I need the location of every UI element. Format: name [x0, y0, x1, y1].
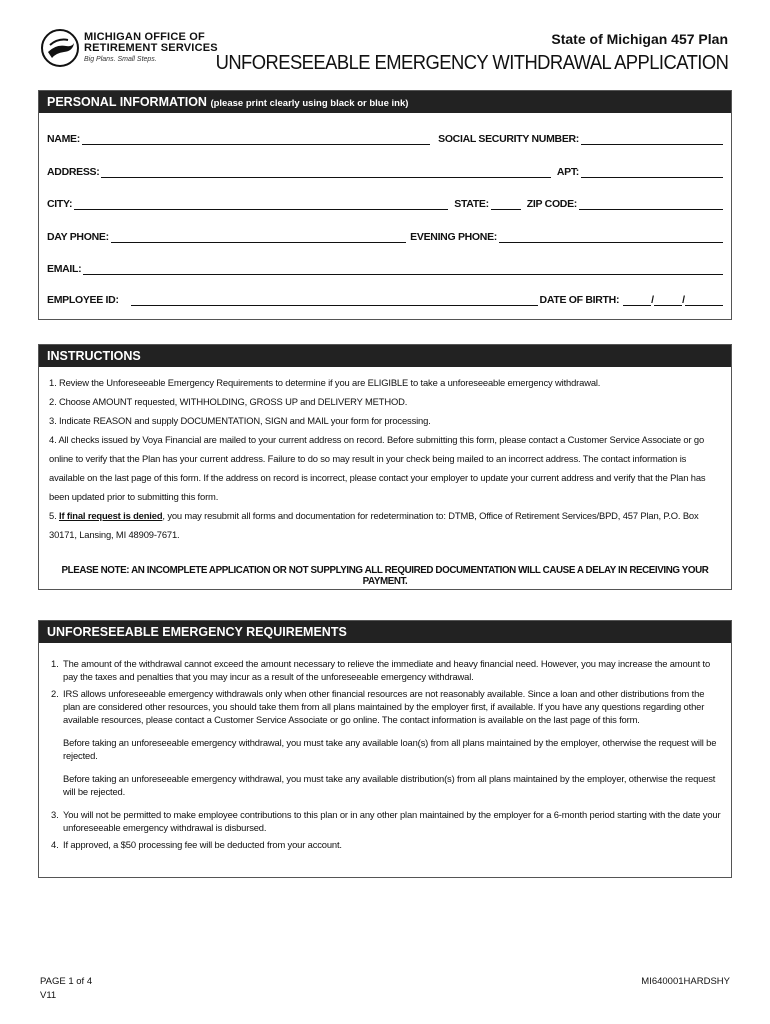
instruction-item: 2. Choose AMOUNT requested, WITHHOLDING, GROSS UP and DELIVERY METHOD.	[49, 396, 408, 407]
address-label: ADDRESS:	[47, 166, 100, 178]
org-name-line1: MICHIGAN OFFICE OF	[84, 31, 205, 43]
requirements-list	[51, 657, 721, 855]
dob-separator: /	[682, 294, 685, 306]
personal-information-section	[38, 90, 732, 320]
instruction-item	[49, 506, 723, 544]
dob-separator: /	[651, 294, 655, 306]
ssn-field[interactable]	[581, 134, 723, 145]
apt-label: APT:	[556, 166, 579, 178]
name-label: NAME:	[47, 133, 80, 145]
item-number: 1.	[51, 658, 59, 669]
document-title: UNFORESEEABLE EMERGENCY WITHDRAWAL APPLICATION	[215, 52, 728, 74]
state-label: STATE:	[454, 198, 489, 210]
requirements-section	[38, 620, 732, 878]
zip-code-field[interactable]	[579, 199, 723, 210]
address-field[interactable]	[101, 167, 550, 178]
name-field[interactable]	[82, 134, 430, 145]
zip-code-label: ZIP CODE:	[526, 198, 577, 210]
requirement-item	[51, 838, 721, 851]
org-tagline: Big Plans. Small Steps.	[84, 56, 157, 63]
incomplete-application-note: PLEASE NOTE: AN INCOMPLETE APPLICATION OR NOT SUPPLYING ALL REQUIRED DOCUMENTATION WILL CAUSE A DELAY IN RECEIVING YOUR PAYMENT.	[61, 565, 709, 587]
page-number: PAGE 1 of 4	[40, 976, 93, 987]
dob-year-field[interactable]	[685, 295, 723, 306]
section-title: PERSONAL INFORMATION	[47, 95, 207, 109]
item-number: 2.	[51, 688, 59, 699]
employee-id-field[interactable]	[131, 295, 538, 306]
mors-logo	[40, 28, 240, 70]
employee-id-label: EMPLOYEE ID:	[47, 294, 119, 306]
item-text: IRS allows unforeseeable emergency withdrawals only when other financial resources are not reasonably available. Since a loan and other distributions from the plan are considered other resources, you should take them from all plans maintained by the employer first, if available. If you have any questions regarding other available resources, please contact a Customer Service Associate or go online. The contact information is available on the last page of this form.	[63, 688, 705, 725]
loan-requirement-note: Before taking an unforeseeable emergency withdrawal, you must take any available loan(s) from all plans maintained by the employer, otherwise the request will be rejected.	[63, 737, 717, 761]
requirement-item	[51, 657, 721, 683]
plan-name: State of Michigan 457 Plan	[551, 31, 728, 47]
instruction-item: 1. Review the Unforeseeable Emergency Requirements to determine if you are ELIGIBLE to take a unforeseeable emergency withdrawal.	[49, 377, 601, 388]
section-header	[39, 621, 731, 643]
item-text: If approved, a $50 processing fee will be deducted from your account.	[63, 839, 342, 850]
item-text: , you may resubmit all forms and documentation for redetermination to: DTMB, Office of Retirement Services/BPD, 457 Plan, P.O. Box 30171, Lansing, MI 48909-7671.	[49, 510, 699, 540]
instructions-section	[38, 344, 732, 590]
instruction-item: 3. Indicate REASON and supply DOCUMENTATION, SIGN and MAIL your form for processing.	[49, 415, 431, 426]
page-footer-left	[40, 975, 92, 1003]
item-number: 3.	[51, 809, 59, 820]
item-text: You will not be permitted to make employee contributions to this plan or in any other plan maintained by the employer for a 6-month period starting with the date your unforeseeable emergency withdrawal is disbursed.	[63, 809, 721, 833]
instructions-list	[49, 373, 723, 544]
form-version: V11	[40, 990, 57, 1001]
day-phone-field[interactable]	[111, 232, 406, 243]
instruction-item: 4. All checks issued by Voya Financial are mailed to your current address on record. Before submitting this form, please contact a Customer Service Associate or go online to verify that the Plan has your current address. Failure to do so may result in your check being mailed to an incorrect address. The contact information is available on the last page of this form. If the address on record is incorrect, please contact your employer to update your current address and verify that the Plan has been updated prior to submitting this form.	[49, 434, 706, 502]
item-number: 4.	[51, 839, 59, 850]
final-request-denied-text: If final request is denied	[58, 510, 163, 521]
org-name-line2: RETIREMENT SERVICES	[84, 42, 218, 54]
dob-day-field[interactable]	[654, 295, 682, 306]
section-note: (please print clearly using black or blue ink)	[210, 98, 409, 109]
requirement-item	[51, 687, 721, 726]
city-field[interactable]	[74, 199, 448, 210]
day-phone-label: DAY PHONE:	[47, 231, 109, 243]
item-text: The amount of the withdrawal cannot exceed the amount necessary to relieve the immediate and heavy financial need. However, you may increase the amount to pay the taxes and penalties that you may incur as a result of the unforeseeable emergency withdrawal.	[63, 658, 711, 682]
section-title: UNFORESEEABLE EMERGENCY REQUIREMENTS	[47, 625, 347, 639]
michigan-logo-icon	[40, 28, 80, 68]
section-header	[39, 345, 731, 367]
apt-field[interactable]	[581, 167, 723, 178]
email-label: EMAIL:	[47, 263, 82, 275]
evening-phone-field[interactable]	[499, 232, 723, 243]
date-of-birth-label: DATE OF BIRTH:	[539, 294, 620, 306]
item-number: 5.	[49, 510, 59, 521]
distribution-requirement-note: Before taking an unforeseeable emergency withdrawal, you must take any available distribution(s) from all plans maintained by the employer, otherwise the request will be rejected.	[63, 773, 716, 797]
section-header	[39, 91, 731, 113]
dob-month-field[interactable]	[623, 295, 651, 306]
city-label: CITY:	[47, 198, 73, 210]
state-field[interactable]	[491, 199, 521, 210]
email-field[interactable]	[83, 264, 723, 275]
ssn-label: SOCIAL SECURITY NUMBER:	[438, 133, 579, 145]
requirement-item	[51, 808, 721, 834]
evening-phone-label: EVENING PHONE:	[410, 231, 497, 243]
form-code: MI640001HARDSHY	[641, 976, 730, 987]
section-title: INSTRUCTIONS	[47, 349, 141, 363]
